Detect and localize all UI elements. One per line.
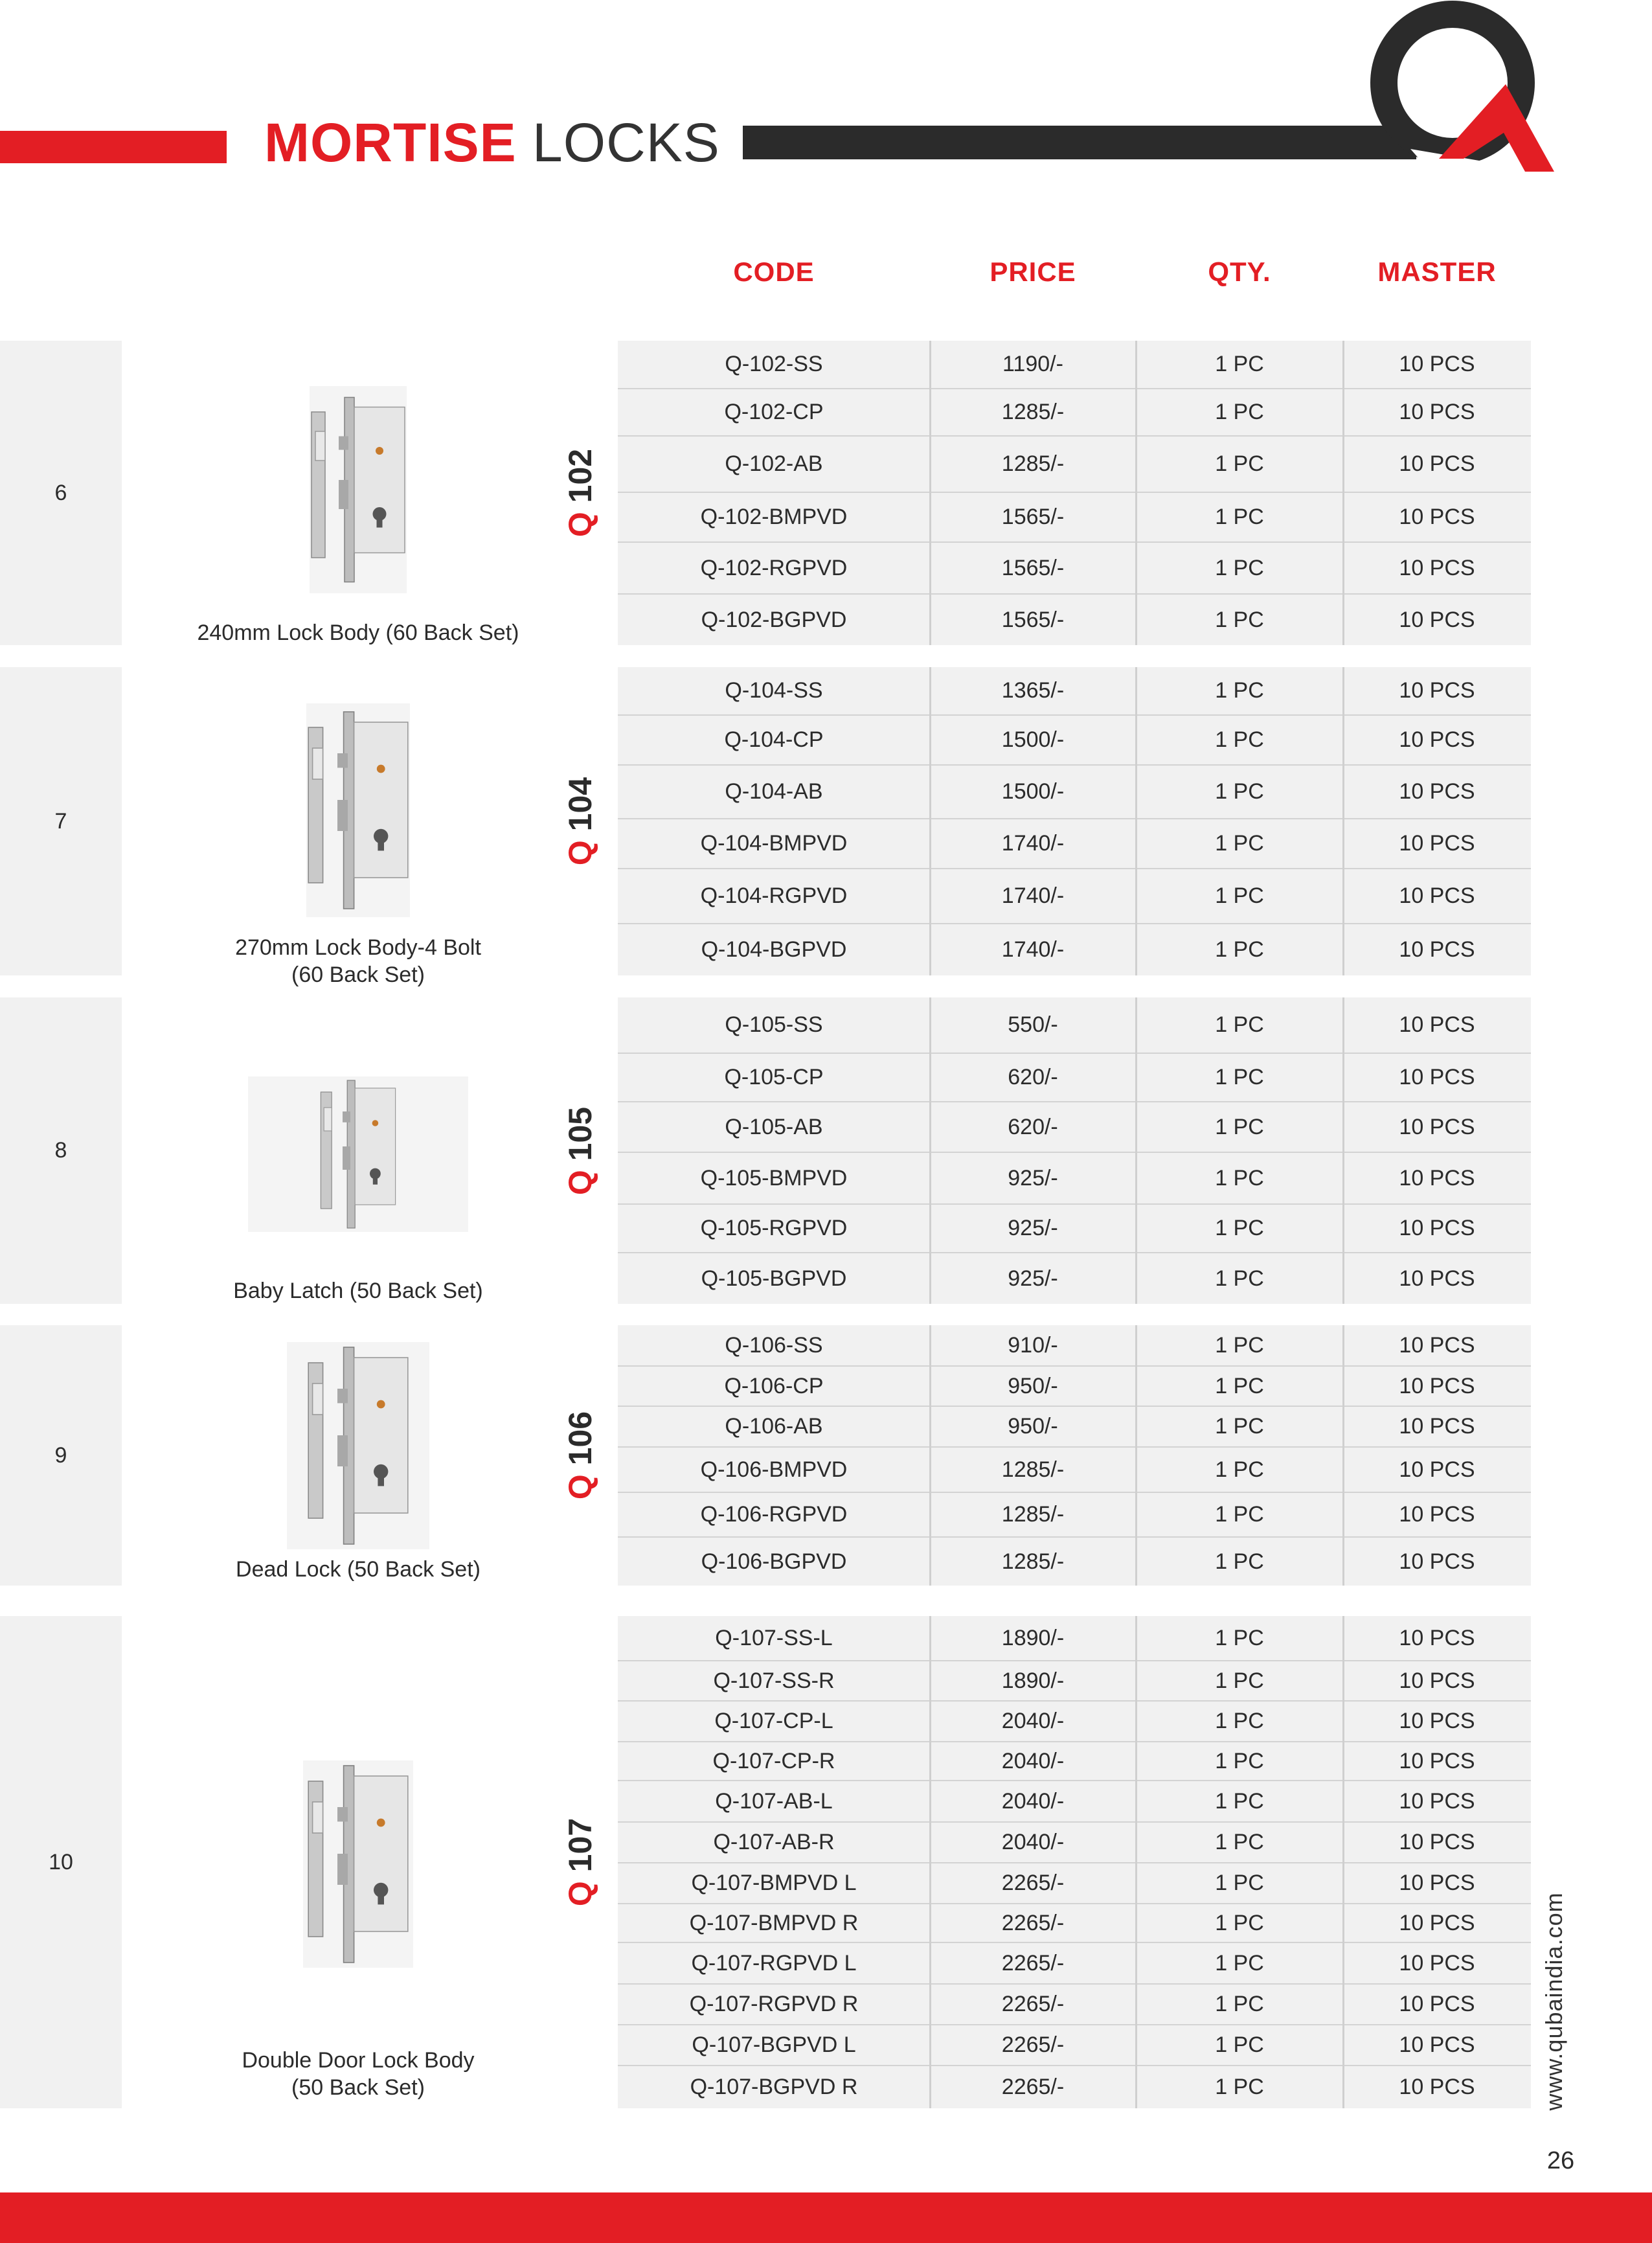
table-row: [618, 1325, 1531, 1365]
cell-qty: 1 PC: [1215, 400, 1264, 424]
page-title-bold: MORTISE: [264, 112, 517, 173]
cell-price: 1285/-: [1001, 1502, 1065, 1527]
column-divider: [1135, 1616, 1137, 2108]
cell-code: Q-105-BGPVD: [701, 1266, 847, 1291]
series-label-text: [561, 1411, 599, 1499]
cell-price: 2265/-: [1001, 1950, 1065, 1975]
cell-price: 1565/-: [1001, 505, 1065, 529]
series-number: 105: [562, 1106, 598, 1161]
cell-code: Q-106-RGPVD: [700, 1502, 848, 1527]
page-title-light: LOCKS: [532, 112, 720, 173]
cell-code: Q-104-CP: [724, 727, 824, 752]
product-name-line: (60 Back Set): [291, 962, 425, 987]
cell-master: 10 PCS: [1399, 1625, 1475, 1650]
cell-master: 10 PCS: [1399, 1457, 1475, 1482]
series-spacer: [562, 831, 598, 840]
cell-qty: 1 PC: [1215, 779, 1264, 804]
cell-qty: 1 PC: [1215, 2032, 1264, 2057]
cell-master: 10 PCS: [1399, 678, 1475, 703]
table-row: [618, 1903, 1531, 1942]
table-row: [618, 1536, 1531, 1586]
table-row: [618, 541, 1531, 593]
table-row: [618, 1942, 1531, 1983]
table-row: [618, 1053, 1531, 1101]
product-name-line: 270mm Lock Body-4 Bolt: [235, 935, 481, 960]
cell-qty: 1 PC: [1215, 1502, 1264, 1527]
cell-master: 10 PCS: [1399, 1871, 1475, 1895]
cell-price: 2265/-: [1001, 2032, 1065, 2057]
cell-master: 10 PCS: [1399, 1266, 1475, 1291]
series-label-text: [561, 449, 599, 537]
group-number: 7: [0, 667, 122, 975]
cell-master: 10 PCS: [1399, 1748, 1475, 1773]
cell-price: 2265/-: [1001, 1992, 1065, 2016]
table-row: [618, 1821, 1531, 1862]
table-row: [618, 818, 1531, 868]
table-row: [618, 1983, 1531, 2024]
series-number: 107: [562, 1817, 598, 1873]
cell-price: 620/-: [1008, 1114, 1058, 1139]
col-header-price: PRICE: [990, 256, 1076, 287]
cell-price: 1285/-: [1001, 451, 1065, 476]
cell-code: Q-106-CP: [724, 1373, 824, 1398]
cell-price: 1565/-: [1001, 555, 1065, 580]
product-image: [248, 1076, 468, 1232]
table-row: [618, 1780, 1531, 1821]
column-divider: [1342, 667, 1344, 975]
table-row: [618, 1252, 1531, 1304]
cell-code: Q-106-BMPVD: [700, 1457, 848, 1482]
cell-price: 2040/-: [1001, 1788, 1065, 1814]
cell-master: 10 PCS: [1399, 883, 1475, 908]
cell-master: 10 PCS: [1399, 1332, 1475, 1358]
product-image: [306, 703, 410, 917]
cell-qty: 1 PC: [1215, 1625, 1264, 1650]
table-row: [618, 1700, 1531, 1741]
cell-price: 620/-: [1008, 1065, 1058, 1089]
cell-code: Q-104-AB: [725, 779, 823, 804]
table-row: [618, 341, 1531, 388]
cell-qty: 1 PC: [1215, 1414, 1264, 1439]
cell-price: 1285/-: [1001, 400, 1065, 424]
price-table: [618, 1325, 1531, 1586]
cell-master: 10 PCS: [1399, 937, 1475, 962]
cell-price: 2265/-: [1001, 1910, 1065, 1935]
cell-master: 10 PCS: [1399, 1992, 1475, 2016]
series-prefix: Q: [562, 512, 598, 538]
group-number: 6: [0, 341, 122, 645]
cell-master: 10 PCS: [1399, 555, 1475, 580]
cell-code: Q-105-CP: [724, 1065, 824, 1089]
cell-price: 2040/-: [1001, 1748, 1065, 1773]
series-number: 106: [562, 1411, 598, 1466]
cell-code: Q-107-RGPVD R: [689, 1992, 859, 2016]
cell-qty: 1 PC: [1215, 678, 1264, 703]
column-divider: [1342, 1616, 1344, 2108]
cell-qty: 1 PC: [1215, 1332, 1264, 1358]
cell-qty: 1 PC: [1215, 607, 1264, 632]
cell-master: 10 PCS: [1399, 1114, 1475, 1139]
cell-qty: 1 PC: [1215, 1992, 1264, 2016]
cell-qty: 1 PC: [1215, 1549, 1264, 1574]
cell-code: Q-102-BGPVD: [701, 607, 847, 632]
cell-price: 910/-: [1008, 1332, 1058, 1358]
series-label-text: [561, 777, 599, 865]
product-name-line: Baby Latch (50 Back Set): [233, 1279, 483, 1303]
cell-qty: 1 PC: [1215, 555, 1264, 580]
series-label: [561, 1325, 600, 1586]
group-number: 9: [0, 1325, 122, 1586]
cell-master: 10 PCS: [1399, 1165, 1475, 1190]
table-row: [618, 1660, 1531, 1700]
cell-qty: 1 PC: [1215, 2075, 1264, 2099]
cell-code: Q-104-BGPVD: [701, 937, 847, 962]
cell-master: 10 PCS: [1399, 2032, 1475, 2057]
product-name-line: 240mm Lock Body (60 Back Set): [197, 621, 519, 645]
table-row: [618, 764, 1531, 818]
group-number: 10: [0, 1616, 122, 2108]
table-row: [618, 1101, 1531, 1152]
cell-price: 1500/-: [1001, 779, 1065, 804]
table-row: [618, 1203, 1531, 1252]
series-spacer: [562, 503, 598, 512]
cell-code: Q-107-AB-L: [715, 1788, 833, 1814]
series-number: 104: [562, 777, 598, 832]
brand-logo: [1366, 0, 1554, 175]
cell-price: 1740/-: [1001, 883, 1065, 908]
product-name: [149, 1556, 567, 1583]
cell-price: 1285/-: [1001, 1549, 1065, 1574]
cell-code: Q-107-BMPVD L: [691, 1871, 857, 1895]
cell-qty: 1 PC: [1215, 1373, 1264, 1398]
cell-master: 10 PCS: [1399, 1549, 1475, 1574]
cell-master: 10 PCS: [1399, 1830, 1475, 1854]
cell-code: Q-105-BMPVD: [700, 1165, 848, 1190]
header-red-bar: [0, 131, 227, 163]
cell-code: Q-107-CP-L: [714, 1709, 833, 1733]
cell-master: 10 PCS: [1399, 727, 1475, 752]
cell-code: Q-107-BMPVD R: [689, 1910, 859, 1935]
column-divider: [1342, 997, 1344, 1304]
table-row: [618, 593, 1531, 645]
cell-price: 950/-: [1008, 1373, 1058, 1398]
cell-qty: 1 PC: [1215, 1216, 1264, 1240]
cell-price: 1365/-: [1001, 678, 1065, 703]
cell-code: Q-107-SS-R: [713, 1668, 835, 1693]
price-table: [618, 1616, 1531, 2108]
product-image: [303, 1760, 413, 1968]
column-divider: [1135, 1325, 1137, 1586]
cell-price: 1190/-: [1002, 352, 1063, 376]
cell-master: 10 PCS: [1399, 1950, 1475, 1975]
cell-price: 925/-: [1008, 1165, 1058, 1190]
cell-price: 550/-: [1008, 1012, 1058, 1037]
table-row: [618, 997, 1531, 1053]
cell-qty: 1 PC: [1215, 1910, 1264, 1935]
cell-master: 10 PCS: [1399, 1709, 1475, 1733]
cell-code: Q-102-SS: [725, 352, 823, 376]
col-header-qty: QTY.: [1208, 256, 1271, 287]
cell-master: 10 PCS: [1399, 1668, 1475, 1693]
cell-code: Q-104-SS: [725, 678, 823, 703]
column-divider: [1342, 1325, 1344, 1586]
table-row: [618, 1862, 1531, 1903]
cell-code: Q-102-AB: [725, 451, 823, 476]
table-row: [618, 492, 1531, 541]
cell-code: Q-107-BGPVD L: [692, 2032, 856, 2057]
table-row: [618, 868, 1531, 923]
table-row: [618, 435, 1531, 492]
table-row: [618, 1365, 1531, 1406]
series-label: [561, 1616, 600, 2108]
cell-qty: 1 PC: [1215, 1668, 1264, 1693]
cell-qty: 1 PC: [1215, 727, 1264, 752]
cell-price: 1285/-: [1001, 1457, 1065, 1482]
series-spacer: [562, 1161, 598, 1170]
series-prefix: Q: [562, 840, 598, 866]
column-divider: [929, 997, 931, 1304]
cell-master: 10 PCS: [1399, 831, 1475, 856]
cell-price: 1890/-: [1001, 1668, 1065, 1693]
table-row: [618, 667, 1531, 714]
cell-price: 1565/-: [1001, 607, 1065, 632]
cell-price: 2265/-: [1001, 2075, 1065, 2099]
cell-master: 10 PCS: [1399, 1414, 1475, 1439]
cell-price: 2265/-: [1001, 1871, 1065, 1895]
series-label-text: [561, 1106, 599, 1194]
series-spacer: [562, 1872, 598, 1881]
cell-code: Q-104-RGPVD: [700, 883, 848, 908]
cell-code: Q-106-BGPVD: [701, 1549, 847, 1574]
series-prefix: Q: [562, 1169, 598, 1195]
cell-master: 10 PCS: [1399, 352, 1475, 376]
cell-code: Q-107-SS-L: [715, 1625, 833, 1650]
cell-master: 10 PCS: [1399, 1012, 1475, 1037]
product-name: [149, 619, 567, 646]
website-url-text: www.qubaindia.com: [1541, 1892, 1567, 2111]
cell-price: 925/-: [1008, 1216, 1058, 1240]
cell-qty: 1 PC: [1215, 937, 1264, 962]
table-row: [618, 1741, 1531, 1780]
price-table: [618, 997, 1531, 1304]
cell-qty: 1 PC: [1215, 1266, 1264, 1291]
cell-master: 10 PCS: [1399, 1502, 1475, 1527]
cell-price: 1740/-: [1001, 831, 1065, 856]
cell-master: 10 PCS: [1399, 1910, 1475, 1935]
cell-price: 1500/-: [1001, 727, 1065, 752]
cell-code: Q-104-BMPVD: [700, 831, 848, 856]
col-header-master: MASTER: [1377, 256, 1497, 287]
website-url: [1532, 1891, 1577, 2112]
product-image: [287, 1342, 429, 1549]
series-prefix: Q: [562, 1474, 598, 1500]
price-table: [618, 341, 1531, 645]
cell-qty: 1 PC: [1215, 1871, 1264, 1895]
cell-code: Q-105-RGPVD: [700, 1216, 848, 1240]
table-row: [618, 1446, 1531, 1492]
col-header-code: CODE: [733, 256, 815, 287]
cell-code: Q-106-AB: [725, 1414, 823, 1439]
cell-price: 1890/-: [1001, 1625, 1065, 1650]
footer-red-bar: [0, 2192, 1652, 2243]
series-label: [561, 667, 600, 975]
product-name: [149, 1277, 567, 1304]
cell-qty: 1 PC: [1215, 1788, 1264, 1814]
cell-qty: 1 PC: [1215, 1748, 1264, 1773]
table-row: [618, 1152, 1531, 1203]
product-name: [149, 934, 567, 988]
table-row: [618, 2065, 1531, 2108]
cell-master: 10 PCS: [1399, 1216, 1475, 1240]
series-number: 102: [562, 448, 598, 503]
product-name-line: Double Door Lock Body: [242, 2048, 475, 2073]
cell-code: Q-107-CP-R: [712, 1748, 835, 1773]
cell-qty: 1 PC: [1215, 1114, 1264, 1139]
cell-master: 10 PCS: [1399, 1373, 1475, 1398]
column-divider: [929, 1616, 931, 2108]
table-row: [618, 1616, 1531, 1660]
cell-master: 10 PCS: [1399, 779, 1475, 804]
column-divider: [929, 341, 931, 645]
cell-qty: 1 PC: [1215, 1065, 1264, 1089]
series-label: [561, 341, 600, 645]
cell-qty: 1 PC: [1215, 1950, 1264, 1975]
page-title: [264, 110, 720, 175]
cell-master: 10 PCS: [1399, 505, 1475, 529]
cell-qty: 1 PC: [1215, 451, 1264, 476]
product-image: [310, 386, 407, 593]
column-divider: [1342, 341, 1344, 645]
cell-master: 10 PCS: [1399, 2075, 1475, 2099]
series-label: [561, 997, 600, 1304]
cell-price: 2040/-: [1001, 1709, 1065, 1733]
cell-code: Q-105-AB: [725, 1114, 823, 1139]
cell-master: 10 PCS: [1399, 1788, 1475, 1814]
cell-price: 950/-: [1008, 1414, 1058, 1439]
table-row: [618, 923, 1531, 975]
cell-code: Q-106-SS: [725, 1332, 823, 1358]
page-number: 26: [1546, 2147, 1575, 2174]
cell-price: 925/-: [1008, 1266, 1058, 1291]
cell-code: Q-105-SS: [725, 1012, 823, 1037]
cell-qty: 1 PC: [1215, 1457, 1264, 1482]
price-table: [618, 667, 1531, 975]
product-name: [149, 2047, 567, 2101]
cell-master: 10 PCS: [1399, 400, 1475, 424]
column-divider: [1135, 997, 1137, 1304]
series-label-text: [561, 1818, 599, 1906]
table-row: [618, 388, 1531, 435]
cell-qty: 1 PC: [1215, 1012, 1264, 1037]
cell-qty: 1 PC: [1215, 831, 1264, 856]
cell-qty: 1 PC: [1215, 1709, 1264, 1733]
column-divider: [929, 667, 931, 975]
cell-qty: 1 PC: [1215, 883, 1264, 908]
series-spacer: [562, 1465, 598, 1474]
table-row: [618, 714, 1531, 764]
cell-code: Q-107-BGPVD R: [690, 2075, 858, 2099]
cell-price: 2040/-: [1001, 1830, 1065, 1854]
product-name-line: Dead Lock (50 Back Set): [236, 1557, 481, 1582]
cell-master: 10 PCS: [1399, 607, 1475, 632]
cell-price: 1740/-: [1001, 937, 1065, 962]
table-row: [618, 1492, 1531, 1536]
cell-code: Q-102-RGPVD: [700, 555, 848, 580]
header-black-bar: [743, 126, 1416, 159]
group-number: 8: [0, 997, 122, 1304]
cell-master: 10 PCS: [1399, 1065, 1475, 1089]
column-divider: [1135, 341, 1137, 645]
column-divider: [1135, 667, 1137, 975]
table-row: [618, 2024, 1531, 2065]
cell-code: Q-102-BMPVD: [700, 505, 848, 529]
cell-code: Q-107-RGPVD L: [691, 1950, 857, 1975]
product-name-line: (50 Back Set): [291, 2075, 425, 2100]
cell-master: 10 PCS: [1399, 451, 1475, 476]
cell-qty: 1 PC: [1215, 352, 1264, 376]
table-row: [618, 1406, 1531, 1446]
cell-qty: 1 PC: [1215, 505, 1264, 529]
series-prefix: Q: [562, 1881, 598, 1907]
cell-code: Q-107-AB-R: [713, 1830, 835, 1854]
column-divider: [929, 1325, 931, 1586]
cell-qty: 1 PC: [1215, 1165, 1264, 1190]
cell-code: Q-102-CP: [724, 400, 824, 424]
cell-qty: 1 PC: [1215, 1830, 1264, 1854]
